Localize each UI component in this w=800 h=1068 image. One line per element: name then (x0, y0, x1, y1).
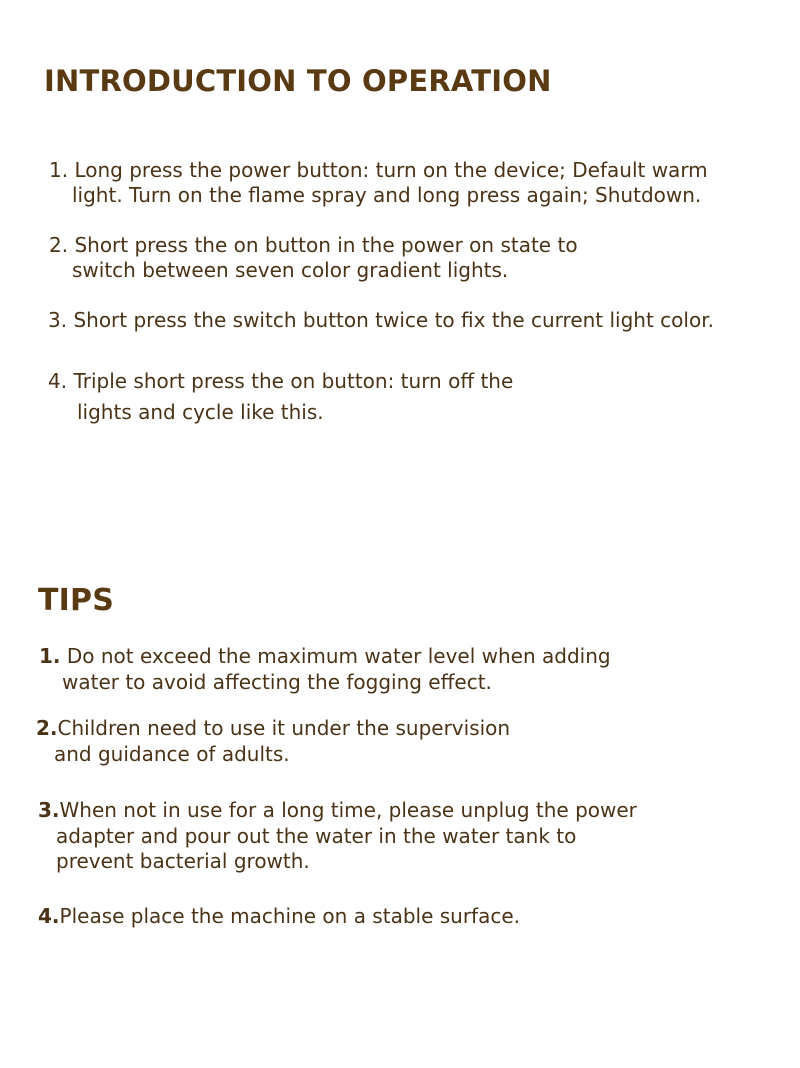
intro-item-1-number: 1. (49, 158, 69, 182)
tips-item-3-line-2: adapter and pour out the water in the water tank to (56, 824, 577, 848)
intro-item-1-line-2: light. Turn on the flame spray and long press again; Shutdown. (72, 183, 702, 207)
intro-item-4-number: 4. (48, 369, 68, 393)
tips-heading: TIPS (38, 583, 115, 618)
tips-item-1-number: 1. (39, 644, 61, 668)
tips-item-1-line-2: water to avoid affecting the fogging effect. (62, 670, 492, 694)
tips-item-3-line-1 (38, 798, 637, 822)
intro-item-1-text-1: Long press the power button: turn on the device; Default warm (74, 158, 708, 182)
intro-item-4-text-1: Triple short press the on button: turn off the (73, 369, 514, 393)
introduction-heading: INTRODUCTION TO OPERATION (44, 64, 552, 98)
tips-item-2-line-2: and guidance of adults. (54, 742, 290, 766)
tips-item-1-line-1 (39, 644, 611, 668)
intro-item-3-number: 3. (48, 308, 68, 332)
intro-item-4-line-1 (48, 369, 513, 393)
intro-item-2-number: 2. (49, 233, 69, 257)
tips-item-2-line-1 (36, 716, 510, 740)
intro-item-2-text-1: Short press the on button in the power on state to (74, 233, 578, 257)
tips-item-1-text-1: Do not exceed the maximum water level when adding (66, 644, 611, 668)
intro-item-2-line-1 (49, 233, 578, 257)
tips-item-2-number: 2. (36, 716, 58, 740)
intro-item-3-text-1: Short press the switch button twice to fix the current light color. (73, 308, 714, 332)
tips-item-4-text-1: Please place the machine on a stable surface. (59, 904, 521, 928)
tips-item-2-text-1: Children need to use it under the supervision (57, 716, 511, 740)
intro-item-2-line-2: switch between seven color gradient lights. (72, 258, 509, 282)
tips-item-4-number: 4. (38, 904, 60, 928)
tips-item-3-line-3: prevent bacterial growth. (56, 849, 310, 873)
intro-item-4-line-2: lights and cycle like this. (77, 400, 324, 424)
tips-item-4-line-1 (38, 904, 520, 928)
intro-item-3-line-1 (48, 308, 714, 332)
tips-item-3-number: 3. (38, 798, 60, 822)
tips-item-3-text-1: When not in use for a long time, please unplug the power (59, 798, 637, 822)
intro-item-1-line-1 (49, 158, 708, 182)
